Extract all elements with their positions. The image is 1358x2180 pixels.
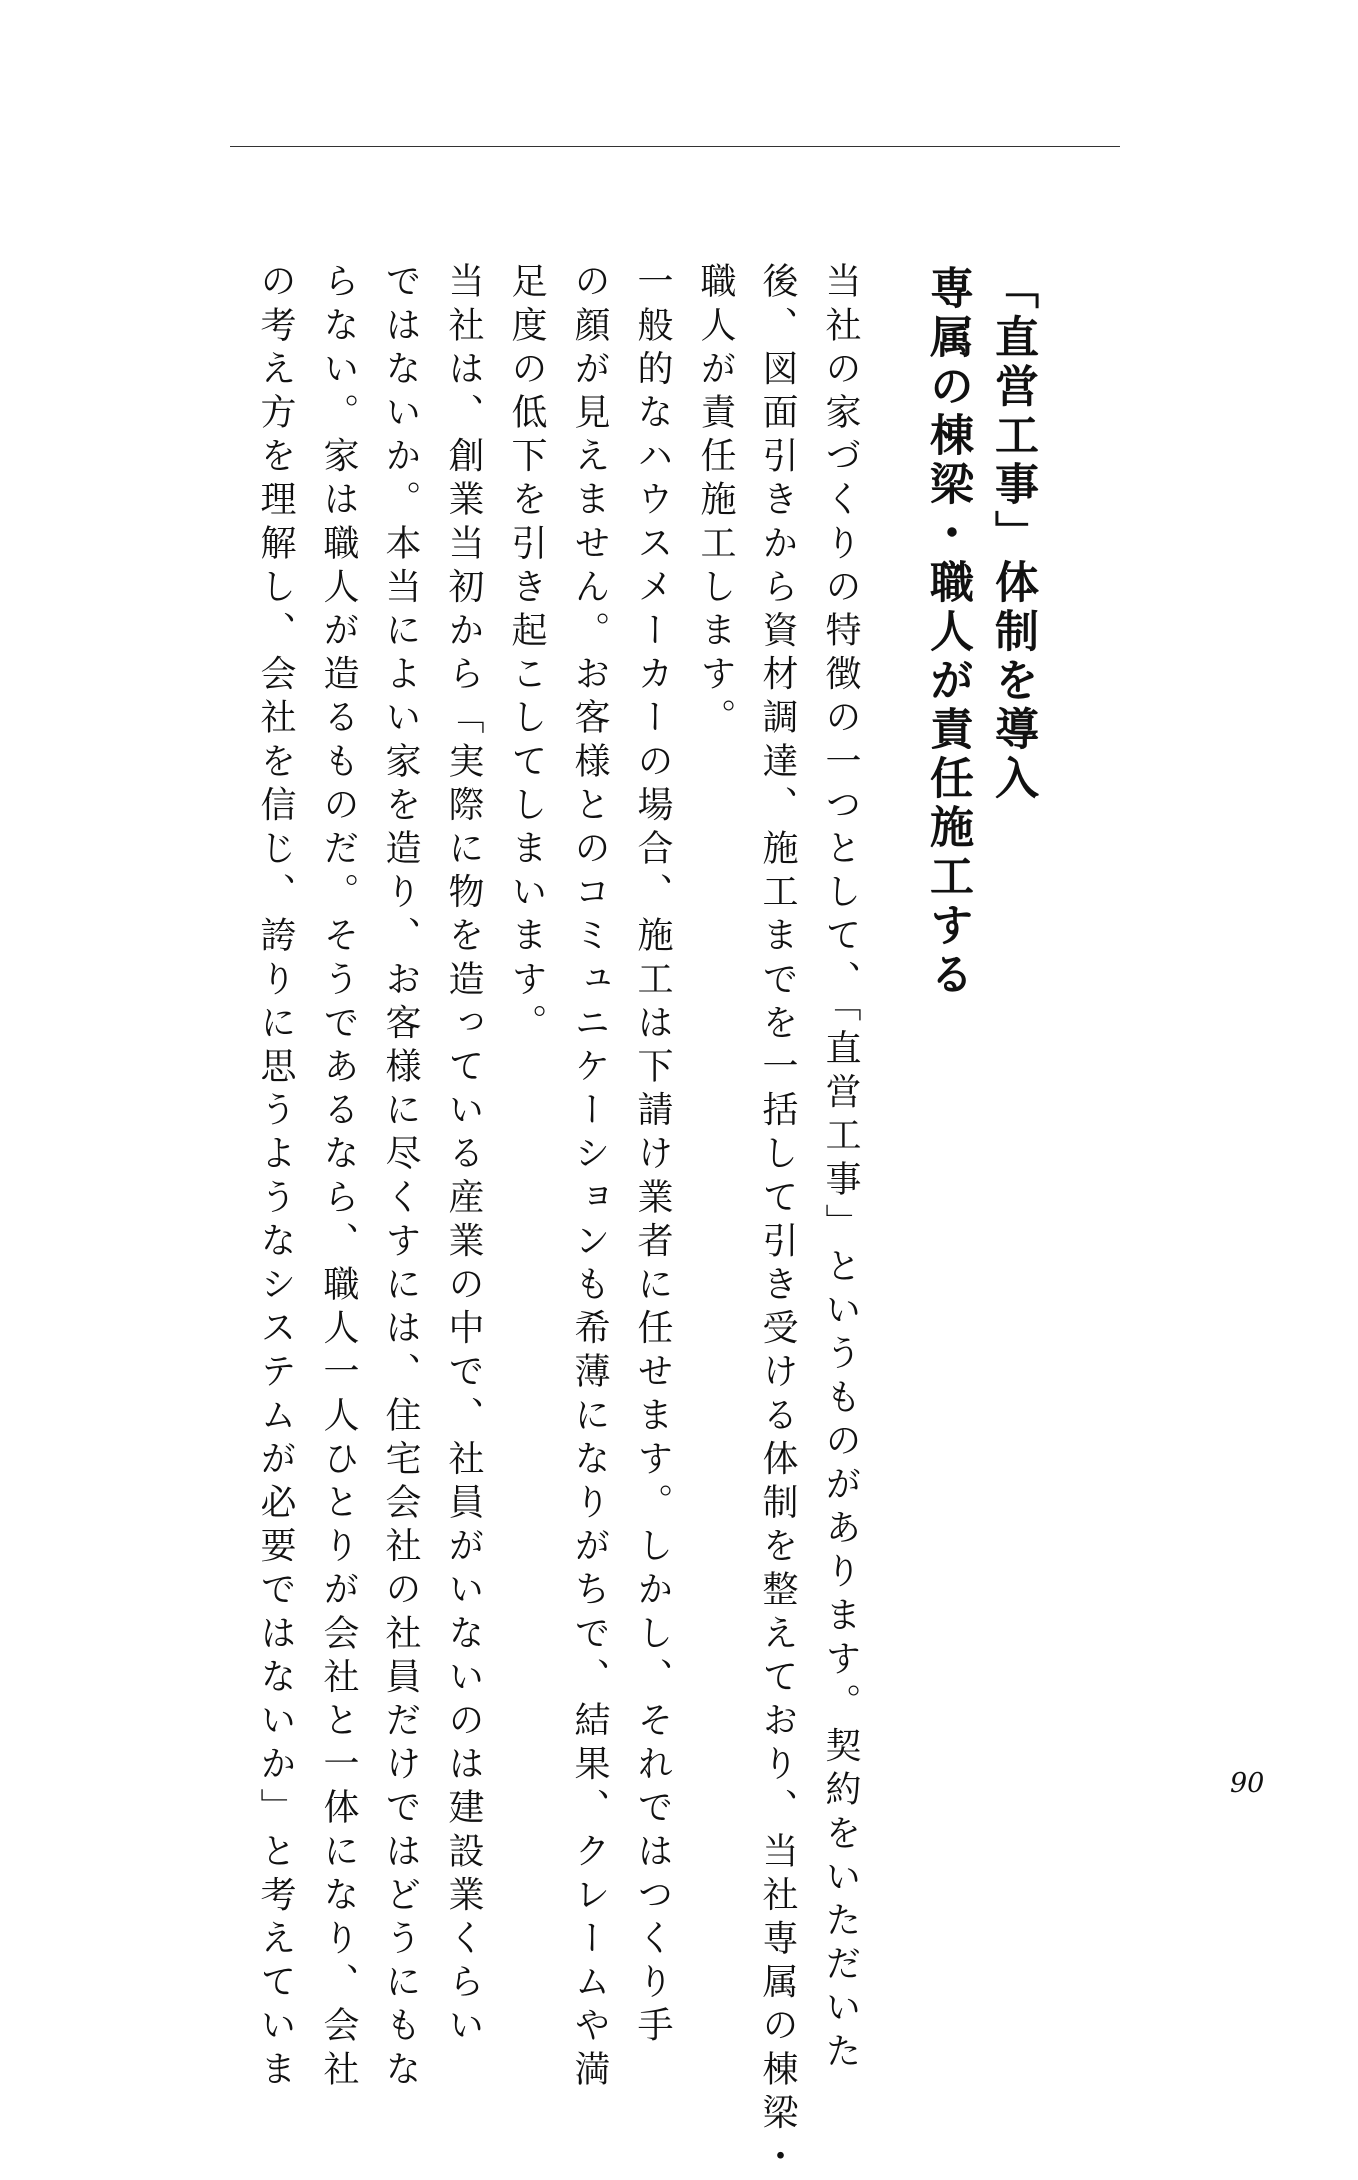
body-line-4: 一般的なハウスメーカーの場合、施工は下請け業者に任せます。しかし、それではつくり手 — [632, 262, 673, 2050]
page-number: 90 — [1230, 1768, 1265, 1799]
body-line-3: 職人が責任施工します。 — [695, 262, 736, 742]
body-line-10: の考え方を理解し、会社を信じ、誇りに思うようなシステムが必要ではないか」と考えていま — [255, 262, 296, 2094]
body-line-7: 当社は、創業当初から「実際に物を造っている産業の中で、社員がいないのは建設業くらい — [443, 262, 484, 2050]
section-heading-line-2: 専属の棟梁・職人が責任施工する — [922, 265, 973, 1000]
body-line-6: 足度の低下を引き起こしてしまいます。 — [506, 262, 547, 1047]
body-line-9: らない。家は職人が造るものだ。そうであるなら、職人一人ひとりが会社と一体になり、会社 — [318, 262, 359, 2094]
body-line-1: 当社の家づくりの特徴の一つとして、「直営工事」というものがあります。契約をいただいた — [820, 262, 861, 2076]
section-heading-line-1: 「直営工事」体制を導入 — [987, 265, 1038, 804]
body-line-5: の顔が見えません。お客様とのコミュニケーションも希薄になりがちで、結果、クレームや満 — [569, 262, 610, 2094]
body-line-2: 後、図面引きから資材調達、施工までを一括して引き受ける体制を整えており、当社専属の棟梁・ — [757, 262, 798, 2180]
top-rule — [230, 146, 1120, 147]
body-line-8: ではないか。本当によい家を造り、お客様に尽くすには、住宅会社の社員だけではどうにもな — [380, 262, 421, 2094]
